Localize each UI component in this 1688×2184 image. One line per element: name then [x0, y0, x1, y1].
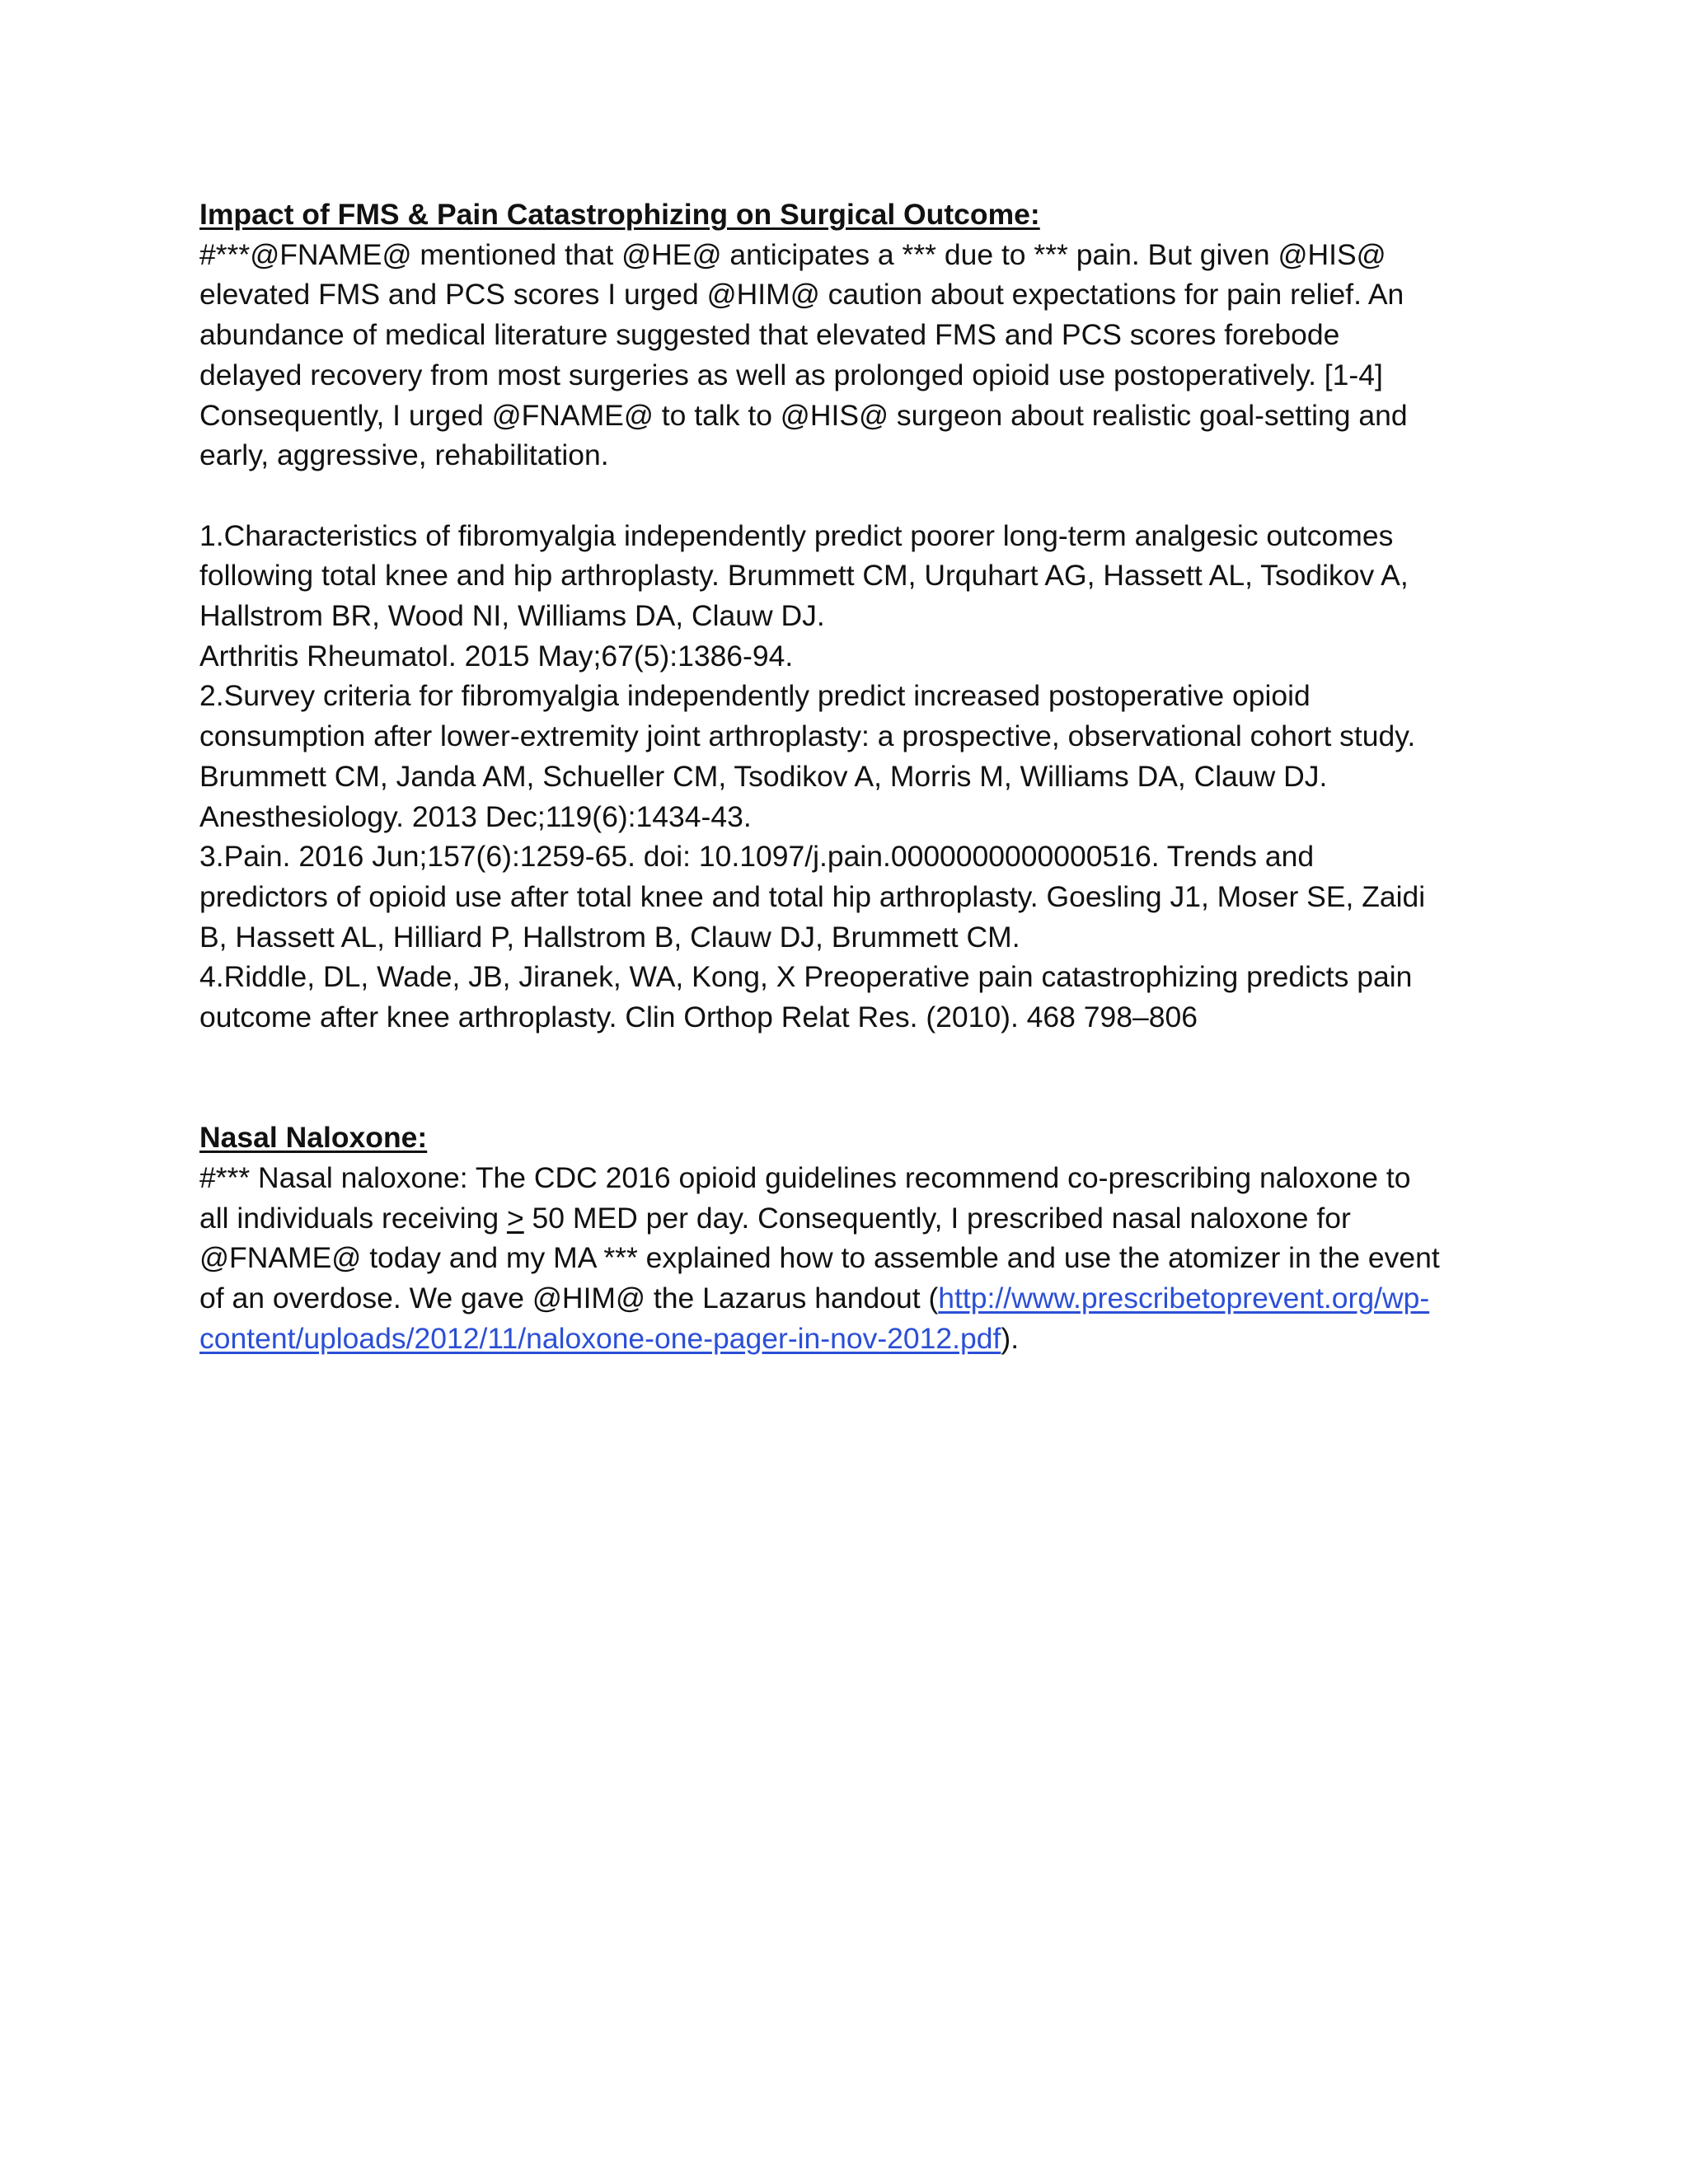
reference-line: 2.Survey criteria for fibromyalgia independently predict increased postoperative opioid	[199, 679, 1311, 713]
reference-line: following total knee and hip arthroplasty. Brummett CM, Urquhart AG, Hassett AL, Tsodikov A,	[199, 559, 1409, 593]
paragraph-line: Consequently, I urged @FNAME@ to talk to @HIS@ surgeon about realistic goal-setting and	[199, 398, 1408, 432]
line-text: 50 MED per day. Consequently, I prescribed nasal naloxone for	[523, 1201, 1351, 1235]
paragraph-line	[199, 1198, 1502, 1239]
paragraph-line	[199, 1278, 1502, 1319]
reference-line: 1.Characteristics of fibromyalgia independently predict poorer long-term analgesic outcomes	[199, 518, 1394, 552]
paragraph-line: #*** Nasal naloxone: The CDC 2016 opioid guidelines recommend co-prescribing naloxone to	[199, 1160, 1411, 1194]
naloxone-heading: Nasal Naloxone:	[199, 1121, 428, 1155]
reference-line: 4.Riddle, DL, Wade, JB, Jiranek, WA, Kong, X Preoperative pain catastrophizing predicts pain	[199, 960, 1413, 994]
reference-line: Anesthesiology. 2013 Dec;119(6):1434-43.	[199, 799, 752, 833]
reference-line: 3.Pain. 2016 Jun;157(6):1259-65. doi: 10.1097/j.pain.0000000000000516. Trends and	[199, 840, 1315, 874]
reference-line: outcome after knee arthroplasty. Clin Orthop Relat Res. (2010). 468 798–806	[199, 1001, 1198, 1034]
line-text: ).	[1001, 1321, 1020, 1355]
paragraph-line: elevated FMS and PCS scores I urged @HIM@ caution about expectations for pain relief. An	[199, 278, 1404, 312]
handout-link[interactable]: content/uploads/2012/11/naloxone-one-pager-in-nov-2012.pdf	[199, 1321, 1001, 1355]
paragraph-line: @FNAME@ today and my MA *** explained how to assemble and use the atomizer in the event	[199, 1241, 1440, 1275]
paragraph-line: delayed recovery from most surgeries as well as prolonged opioid use postoperatively. [1-4]	[199, 358, 1383, 391]
reference-line: Arthritis Rheumatol. 2015 May;67(5):1386-94.	[199, 639, 794, 673]
paragraph-line: early, aggressive, rehabilitation.	[199, 438, 609, 472]
reference-line: B, Hassett AL, Hilliard P, Hallstrom B, Clauw DJ, Brummett CM.	[199, 920, 1020, 954]
references-list	[199, 516, 1502, 1038]
document-body	[199, 194, 1502, 1358]
fms-heading: Impact of FMS & Pain Catastrophizing on Surgical Outcome:	[199, 198, 1040, 231]
spacer	[199, 1038, 1502, 1118]
handout-link[interactable]: http://www.prescribetoprevent.org/wp-	[938, 1281, 1430, 1315]
line-text: of an overdose. We gave @HIM@ the Lazarus handout (	[199, 1281, 939, 1315]
spacer	[199, 476, 1502, 516]
paragraph-line	[199, 1319, 1502, 1359]
paragraph-line: #***@FNAME@ mentioned that @HE@ anticipates a *** due to *** pain. But given @HIS@	[199, 237, 1386, 271]
fms-paragraph	[199, 235, 1502, 476]
reference-line: Brummett CM, Janda AM, Schueller CM, Tsodikov A, Morris M, Williams DA, Clauw DJ.	[199, 759, 1328, 793]
line-text: all individuals receiving	[199, 1201, 507, 1235]
paragraph-line: abundance of medical literature suggested that elevated FMS and PCS scores forebode	[199, 318, 1340, 352]
naloxone-paragraph	[199, 1158, 1502, 1359]
reference-line: Hallstrom BR, Wood NI, Williams DA, Clauw DJ.	[199, 599, 825, 633]
reference-line: predictors of opioid use after total knee and total hip arthroplasty. Goesling J1, Moser SE, Zaidi	[199, 879, 1426, 913]
greater-or-equal-symbol: >	[506, 1201, 524, 1235]
reference-line: consumption after lower-extremity joint arthroplasty: a prospective, observational cohort study.	[199, 719, 1416, 753]
